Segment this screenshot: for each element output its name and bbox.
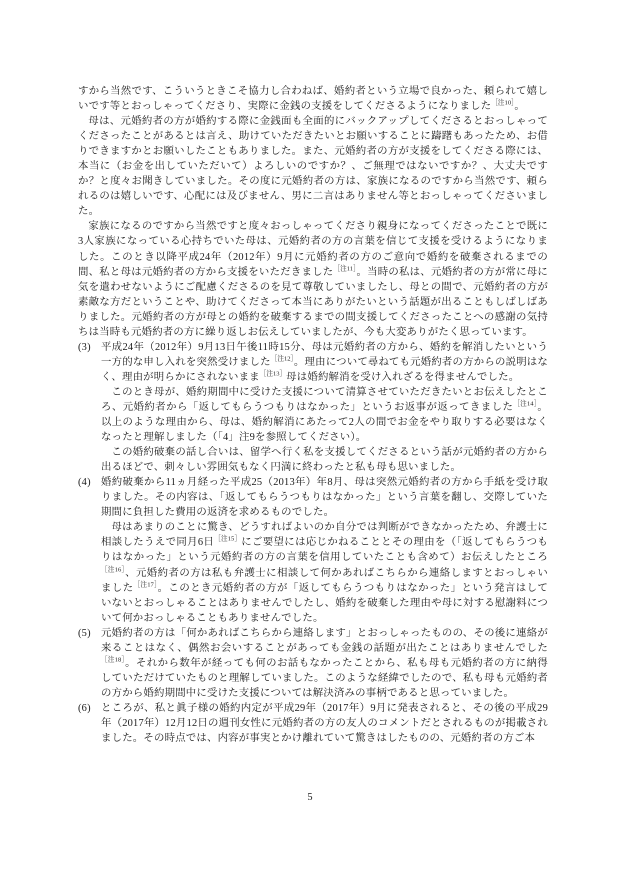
footnote-ref: ［注11］ xyxy=(333,265,357,273)
footnote-ref: ［注15］ xyxy=(214,535,242,543)
clause-body xyxy=(101,701,548,746)
clause-body xyxy=(101,520,548,625)
paragraph-text-b: にご要望には応じかねることとその理由を（「返してもらうつもりはなかった」という元婚約者の方の言葉を信用していたことも含めて）お伝えしたところ xyxy=(101,537,549,564)
paragraph xyxy=(78,219,548,339)
document-body xyxy=(78,84,548,746)
footnote-ref: ［注18］ xyxy=(101,656,126,664)
footnote-ref: ［注16］ xyxy=(101,566,126,574)
paragraph xyxy=(78,114,548,219)
clause-text-c: 母は婚約解消を受け入れざるを得ませんでした。 xyxy=(286,371,520,383)
clause-body xyxy=(101,445,548,475)
footnote-ref: ［注14］ xyxy=(513,400,538,408)
paragraph-text: すから当然です、こういうときこそ協力し合わねば、婚約者という立場で良かった、頼られて嬉しいです等とおっしゃってくださり、実際に金銭の支援をしてくださるようになりました xyxy=(78,86,548,113)
clause-marker: (5) xyxy=(78,627,91,639)
paragraph-text-a: 母はあまりのことに驚き、どうすればよいのか自分では判断ができなかったため、弁護士に相談したうえで同月6日 xyxy=(101,522,548,549)
paragraph-text-b: 。以上のような理由から、母は、婚約解消にあたって2人の間でお金をやり取りする必要はなくなったと理解しました（「4」注9を参照してください）。 xyxy=(101,401,549,444)
footnote-ref: ［注10］ xyxy=(491,99,515,107)
paragraph-text-b: 。当時の私は、元婚約者の方が常に母に気を遣わせないようにご配慮くださるのを見て尊敬していましたし、母との間で、元婚約者の方が素敵な方だということや、助けてくださって本当にありがたいという話題が出ることもしばしばありました。元婚約者の方が母との婚約を破棄するまでの間支援してくださったことへの感謝の気持ちは当時も元婚約者の方に繰り返しお伝えしていましたが、今も大変ありがたく思っています。 xyxy=(78,266,548,338)
clause-text-b: 。それから数年が経っても何のお話もなかったことから、私も母も元婚約者の方に納得していただけていたものと理解していました。このような経緯でしたので、私も母も元婚約者の方から婚約期間中に受けた支援については解決済みの事柄であると思っていました。 xyxy=(101,657,549,699)
footnote-ref: ［注12］ xyxy=(270,355,294,363)
paragraph-text-a: 家族になるのですから当然ですと度々おっしゃってくださり親身になってくださったことで既に3人家族になっている心持ちでいた母は、元婚約者の方の言葉を信じて支援を受けるようになりました。このとき以降平成24年（2012年）9月に元婚約者の方のご意向で婚約を破棄されるまでの間、私と母は元婚約者の方から支援をいただきました xyxy=(78,221,548,278)
paragraph-tail: 。 xyxy=(514,101,526,113)
clause-3 xyxy=(78,340,548,385)
paragraph-continuation xyxy=(78,84,548,114)
paragraph-text-d: 。このとき元婚約者の方が「返してもらうつもりはなかった」という発言はしていないとおっしゃることはありませんでしたし、婚約を破棄した理由や母に対する慰謝料について何かおっしゃることもありませんでした。 xyxy=(101,582,549,624)
clause-text-a: 元婚約者の方は「何かあればこちらから連絡します」とおっしゃったものの、その後に連絡が来ることはなく、偶然お会いすることがあっても金銭の話題が出たことはありませんでした xyxy=(101,627,548,654)
clause-body xyxy=(101,475,548,520)
clause-3-sub-paragraph-2 xyxy=(78,445,548,475)
clause-3-sub-paragraph xyxy=(78,385,548,445)
paragraph-text: 母は、元婚約者の方が婚約する際に金銭面も全面的にバックアップしてくださるとおっしゃってくださったことがあるとは言え、助けていただきたいとお願いすることに躊躇もあったため、お借りできますかとお願いしたこともありました。また、元婚約者の方が支援をしてくださる際には、本当に（お金を出していただいて）よろしいのですか？、ご無理ではないですか？、大丈夫ですか？と度々お聞きしていました。その度に元婚約者の方は、家族になるのですから当然です、頼られるのは嬉しいです、心配には及びません、男に二言はありません等とおっしゃってくださいました。 xyxy=(78,116,548,218)
clause-marker: (6) xyxy=(78,702,91,714)
clause-body xyxy=(101,626,548,701)
clause-body xyxy=(101,340,548,385)
paragraph-text-c: 、元婚約者の方は私も弁護士に相談して何かあればこちらから連絡しますとおっしゃいました xyxy=(101,567,549,594)
clause-text-b: 。理由について尋ねても元婚約者の方からの説明はなく、理由が明らかにされないまま xyxy=(101,356,549,383)
footnote-ref: ［注13］ xyxy=(259,370,287,378)
paragraph-text: この婚約破棄の話し合いは、留学へ行く私を支援してくださるという話が元婚約者の方から出るほどで、刺々しい雰囲気もなく円満に終わったと私も母も思いました。 xyxy=(101,447,548,474)
clause-marker: (3) xyxy=(78,341,91,353)
clause-marker: (4) xyxy=(78,477,91,489)
clause-text-a: ところが、私と眞子様の婚約内定が平成29年（2017年）9月に発表されると、その後の平成29年（2017年）12月12日の週刊女性に元婚約者の方の友人のコメントだとされるものが掲載されました。その時点では、内容が事実とかけ離れていて驚きはしたものの、元婚約者の方ご本 xyxy=(101,702,548,745)
clause-5 xyxy=(78,626,548,701)
paragraph-text-a: このとき母が、婚約期間中に受けた支援について清算させていただきたいとお伝えしたところ、元婚約者から「返してもらうつもりはなかった」というお返事が返ってきました xyxy=(101,386,548,413)
page-number: 5 xyxy=(307,792,313,803)
clause-text-a: 婚約破棄から11ヵ月経った平成25（2013年）年8月、母は突然元婚約者の方から手紙を受け取りました。その内容は、「返してもらうつもりはなかった」という言葉を翻し、交際していた期間に負担した費用の返済を求めるものでした。 xyxy=(101,477,548,519)
clause-text-a: 平成24年（2012年）9月13日午後11時15分、母は元婚約者の方から、婚約を解消したいという一方的な申し入れを突然受けました xyxy=(101,341,548,368)
clause-body xyxy=(101,385,548,445)
footnote-ref: ［注17］ xyxy=(133,581,158,589)
clause-4-sub-paragraph xyxy=(78,520,548,625)
clause-6 xyxy=(78,701,548,746)
clause-4 xyxy=(78,475,548,520)
